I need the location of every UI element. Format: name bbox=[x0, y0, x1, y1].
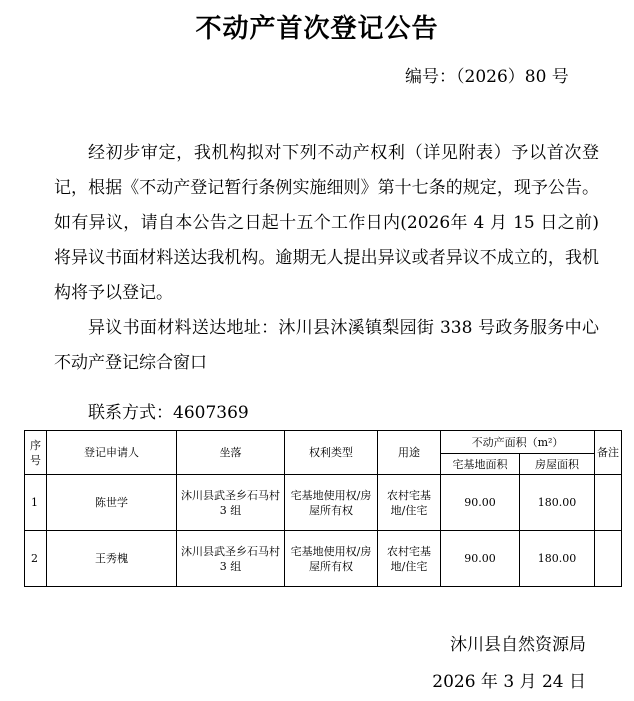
row-usage: 农村宅基地/住宅 bbox=[378, 531, 441, 587]
row-house-area: 180.00 bbox=[520, 531, 595, 587]
row-land-area: 90.00 bbox=[441, 531, 520, 587]
row-location: 沐川县武圣乡石马村 3 组 bbox=[177, 475, 285, 531]
header-applicant: 登记申请人 bbox=[47, 431, 177, 475]
row-remark bbox=[595, 531, 622, 587]
row-usage: 农村宅基地/住宅 bbox=[378, 475, 441, 531]
document-number: 编号：（2026）80 号 bbox=[405, 67, 569, 87]
header-location: 坐落 bbox=[177, 431, 285, 475]
contact-info: 联系方式：4607369 bbox=[88, 403, 249, 423]
header-seq: 序号 bbox=[25, 431, 47, 475]
row-applicant: 王秀槐 bbox=[47, 531, 177, 587]
row-right-type: 宅基地使用权/房屋所有权 bbox=[285, 475, 378, 531]
header-house-area: 房屋面积 bbox=[520, 454, 595, 475]
issuer-name: 沐川县自然资源局 bbox=[450, 635, 586, 655]
header-land-area: 宅基地面积 bbox=[441, 454, 520, 475]
table-row bbox=[25, 531, 622, 587]
row-applicant: 陈世学 bbox=[47, 475, 177, 531]
announcement-paragraph: 经初步审定，我机构拟对下列不动产权利（详见附表）予以首次登记，根据《不动产登记暂行条例实施细则》第十七条的规定，现予公告。如有异议，请自本公告之日起十五个工作日内(2026年 4 月 15 日之前)将异议书面材料送达我机构。逾期无人提出异议或者异议不成立的，我机构将予以登记。 bbox=[54, 143, 599, 303]
header-usage: 用途 bbox=[378, 431, 441, 475]
row-right-type: 宅基地使用权/房屋所有权 bbox=[285, 531, 378, 587]
table-row bbox=[25, 475, 622, 531]
issue-date: 2026 年 3 月 24 日 bbox=[432, 672, 586, 692]
page-title: 不动产首次登记公告 bbox=[195, 14, 439, 44]
header-area-group: 不动产面积（m²） bbox=[441, 431, 595, 454]
row-remark bbox=[595, 475, 622, 531]
row-seq: 2 bbox=[25, 531, 47, 587]
row-land-area: 90.00 bbox=[441, 475, 520, 531]
header-right-type: 权利类型 bbox=[285, 431, 378, 475]
row-house-area: 180.00 bbox=[520, 475, 595, 531]
header-remark: 备注 bbox=[595, 431, 622, 475]
registration-table bbox=[24, 430, 622, 587]
row-seq: 1 bbox=[25, 475, 47, 531]
row-location: 沐川县武圣乡石马村 3 组 bbox=[177, 531, 285, 587]
objection-address-paragraph: 异议书面材料送达地址：沐川县沐溪镇梨园街 338 号政务服务中心不动产登记综合窗口 bbox=[54, 318, 599, 373]
